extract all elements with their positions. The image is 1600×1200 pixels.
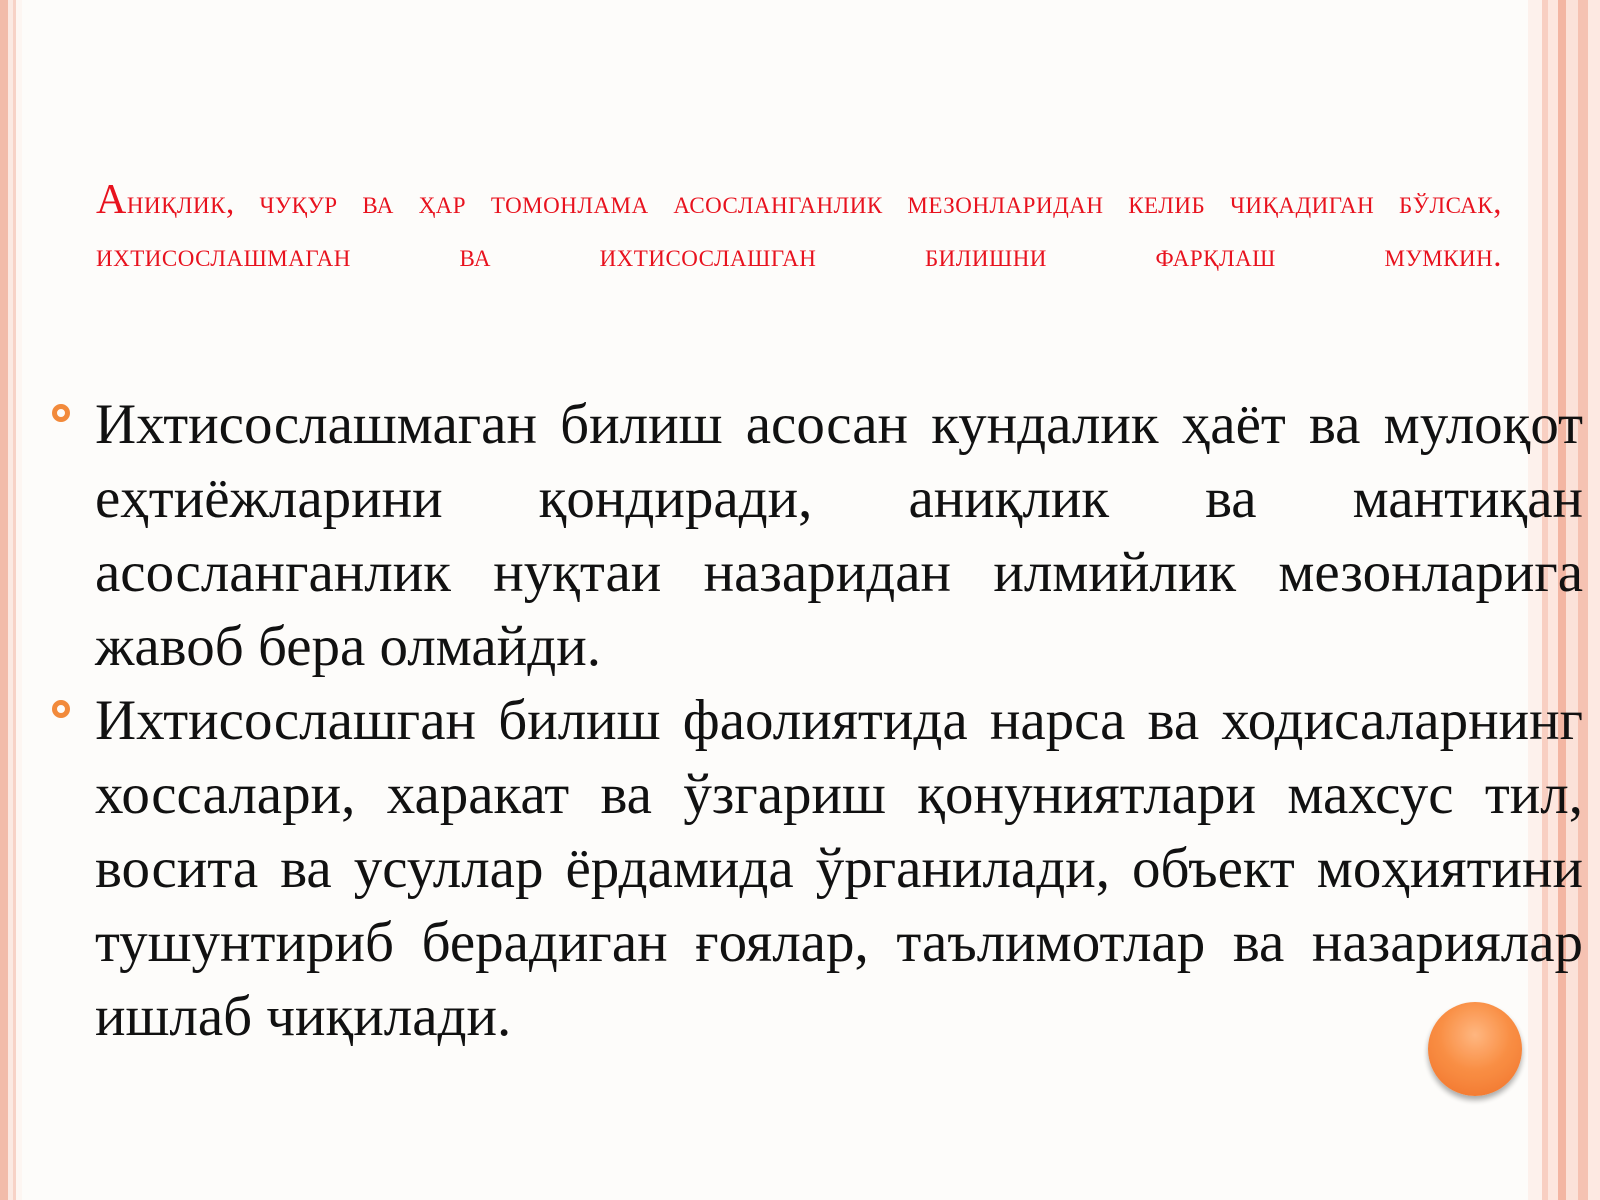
bullet-list	[48, 388, 1583, 1054]
orange-circle-icon	[1428, 1002, 1522, 1096]
bullet-item	[48, 388, 1583, 684]
bullet-item	[48, 684, 1583, 1054]
bullet-text: Ихтисослашган билиш фаолиятида нарса ва ходисаларнинг хоссалари, харакат ва ўзгариш қонуниятлари махсус тил, восита ва усуллар ёрдамида ўрганилади, объект моҳиятини тушунтириб берадиган ғоялар, таълимотлар ва назариялар ишлаб чиқилади.	[95, 689, 1583, 1048]
ring-bullet-icon	[48, 388, 95, 462]
ring-bullet-icon	[48, 684, 95, 758]
slide-title: Аниқлик, чуқур ва ҳар томонлама асосланганлик мезонларидан келиб чиқадиган бўлсак, ихтисослашмаган ва ихтисослашган билишни фарқлаш мумкин.	[96, 177, 1502, 274]
left-decorative-band	[0, 0, 22, 1200]
bullet-text: Ихтисослашмаган билиш асосан кундалик ҳаёт ва мулоқот еҳтиёжларини қондиради, аниқлик ва мантиқан асосланганлик нуқтаи назаридан илмийлик мезонларига жавоб бера олмайди.	[95, 393, 1583, 678]
